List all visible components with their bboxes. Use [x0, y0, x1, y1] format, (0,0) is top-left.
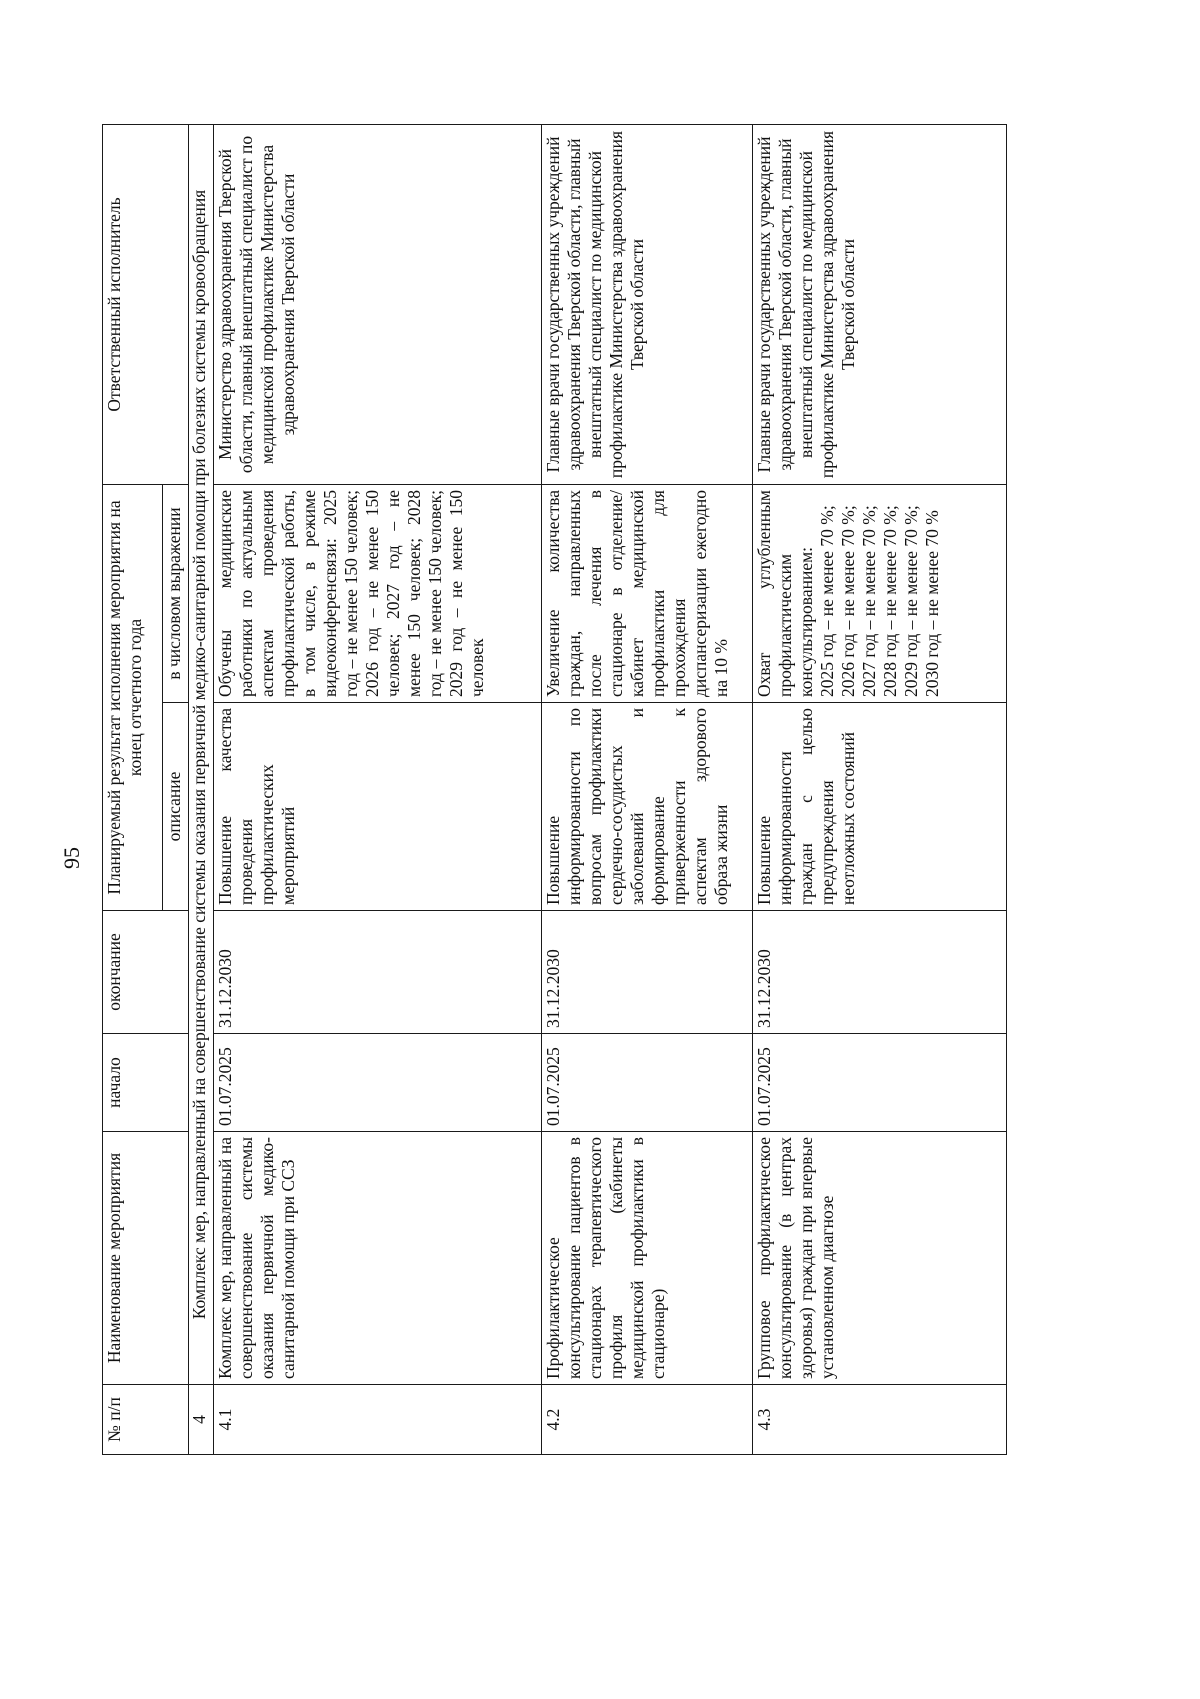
- header-num: № п/п: [103, 1385, 189, 1455]
- numeric-line: 2026 год – не менее 70 %;: [838, 505, 859, 697]
- result-description: Повышение информированности граждан с целью предупреждения неотложных состояний: [753, 703, 1007, 911]
- start-date: 01.07.2025: [753, 1034, 1007, 1132]
- numeric-line: 2027 год – не менее 70 %;: [859, 505, 880, 697]
- row-number: 4.3: [753, 1385, 1007, 1455]
- result-numeric: Увеличение количества граждан, направленных после лечения в стационаре в отделение/ кабинет медицинской профилактики для прохождения диспансеризации ежегодно на 10 %: [542, 485, 753, 703]
- header-row: [103, 125, 163, 1455]
- result-numeric: [753, 485, 1007, 703]
- header-end: окончание: [103, 911, 189, 1034]
- responsible-executor: Министерство здравоохранения Тверской области, главный внештатный специалист по медицинской профилактике Министерства здравоохранения Тверской области: [213, 125, 541, 485]
- header-name: Наименование мероприятия: [103, 1132, 189, 1385]
- rotated-table-container: [102, 125, 1007, 1455]
- section-row: [189, 125, 214, 1455]
- table-row: [542, 125, 753, 1455]
- table-row: [753, 125, 1007, 1455]
- measure-name: Профилактическое консультирование пациентов в стационарах терапевтического профиля (кабинеты медицинской профилактики в стационаре): [542, 1132, 753, 1385]
- page-number: 95: [59, 847, 84, 869]
- measure-name: Групповое профилактическое консультирование (в центрах здоровья) граждан при впервые установленном диагнозе: [753, 1132, 1007, 1385]
- result-description: Повышение информированности по вопросам профилактики сердечно-сосудистых заболеваний и формирование приверженности к аспектам здорового образа жизни: [542, 703, 753, 911]
- row-number: 4.2: [542, 1385, 753, 1455]
- start-date: 01.07.2025: [213, 1034, 541, 1132]
- numeric-line: 2030 год – не менее 70 %: [922, 510, 943, 697]
- end-date: 31.12.2030: [753, 911, 1007, 1034]
- numeric-line: 2025 год – не менее 70 %;: [817, 505, 838, 697]
- table-row: [213, 125, 541, 1455]
- responsible-executor: Главные врачи государственных учреждений здравоохранения Тверской области, главный внештатный специалист по медицинской профилактике Министерства здравоохранения Тверской области: [542, 125, 753, 485]
- header-start: начало: [103, 1034, 189, 1132]
- responsible-executor: Главные врачи государственных учреждений здравоохранения Тверской области, главный внештатный специалист по медицинской профилактике Министерства здравоохранения Тверской области: [753, 125, 1007, 485]
- header-responsible: Ответственный исполнитель: [103, 125, 189, 485]
- header-result-numeric: в числовом выражении: [162, 485, 189, 703]
- measure-name: Комплекс мер, направленный на совершенствование системы оказания первичной медико-санитарной помощи при ССЗ: [213, 1132, 541, 1385]
- measures-table: [102, 124, 1007, 1455]
- end-date: 31.12.2030: [213, 911, 541, 1034]
- header-result: Планируемый результат исполнения мероприятия на конец отчетного года: [103, 485, 163, 911]
- numeric-line: 2029 год – не менее 70 %;: [901, 505, 922, 697]
- numeric-intro: Охват углубленным профилактическим консультированием:: [754, 490, 817, 697]
- start-date: 01.07.2025: [542, 1034, 753, 1132]
- numeric-line: 2028 год – не менее 70 %;: [880, 505, 901, 697]
- result-description: Повышение качества проведения профилактических мероприятий: [213, 703, 541, 911]
- result-numeric: Обучены медицинские работники по актуальным аспектам проведения профилактической работы, в том числе, в режиме видеоконференсвязи: 2025 год – не менее 150 человек; 2026 год – не менее 150 человек; 2027 год – не менее 150 человек; 2028 год – не менее 150 человек; 2029 год – не менее 150 человек: [213, 485, 541, 703]
- end-date: 31.12.2030: [542, 911, 753, 1034]
- header-result-description: описание: [162, 703, 189, 911]
- section-number: 4: [189, 1385, 214, 1455]
- row-number: 4.1: [213, 1385, 541, 1455]
- section-title: Комплекс мер, направленный на совершенствование системы оказания первичной медико-санитарной помощи при болезнях системы кровообращения: [189, 125, 214, 1385]
